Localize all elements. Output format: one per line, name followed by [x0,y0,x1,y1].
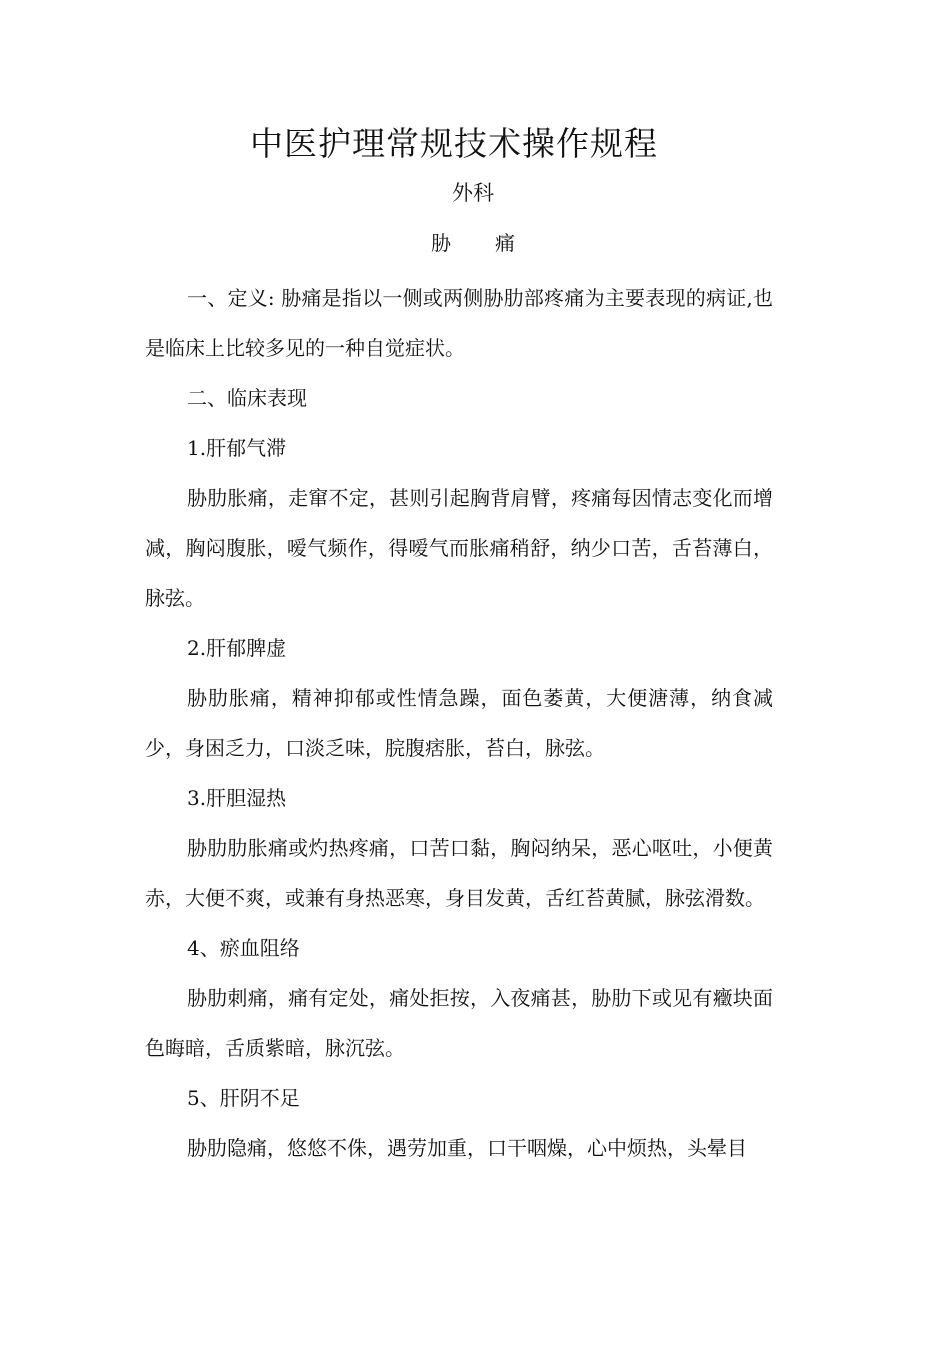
document-body [145,273,773,1173]
pattern-label-5: 5、肝阴不足 [187,1086,300,1110]
pattern-label-1: 1.肝郁气滞 [187,436,287,460]
pattern-description-1: 胁肋胀痛，走窜不定，甚则引起胸背肩臂，疼痛每因情志变化而增减，胸闷腹胀，嗳气频作，得嗳气而胀痛稍舒，纳少口苦，舌苔薄白，脉弦。 [145,486,773,610]
document-subtitle: 外科 [452,181,494,205]
pattern-description-3: 胁肋肋胀痛或灼热疼痛，口苦口黏，胸闷纳呆，恶心呕吐，小便黄赤，大便不爽，或兼有身热恶寒，身目发黄，舌红苔黄腻，脉弦滑数。 [145,836,773,910]
pattern-description-4: 胁肋刺痛，痛有定处，痛处拒按，入夜痛甚，胁肋下或见有癥块面色晦暗，舌质紫暗，脉沉弦。 [145,986,773,1060]
pattern-label-3: 3.肝胆湿热 [187,786,287,810]
pattern-label-2: 2.肝郁脾虚 [187,636,287,660]
section-heading-char-1: 胁 [431,231,451,255]
pattern-label-4: 4、瘀血阻络 [187,936,300,960]
document-title: 中医护理常规技术操作规程 [250,124,658,163]
section-heading-char-2: 痛 [495,231,515,255]
pattern-description-2: 胁肋胀痛，精神抑郁或性情急躁，面色萎黄，大便溏薄，纳食减少，身困乏力，口淡乏味，脘腹痞胀，苔白，脉弦。 [145,686,773,760]
pattern-description-5: 胁肋隐痛，悠悠不侏，遇劳加重，口干咽燥，心中烦热，头晕目 [187,1136,747,1160]
clinical-heading: 二、临床表现 [187,386,307,410]
definition-paragraph: 一、定义: 胁痛是指以一侧或两侧胁肋部疼痛为主要表现的病证,也是临床上比较多见的一种自觉症状。 [145,286,773,360]
section-heading [0,228,946,258]
